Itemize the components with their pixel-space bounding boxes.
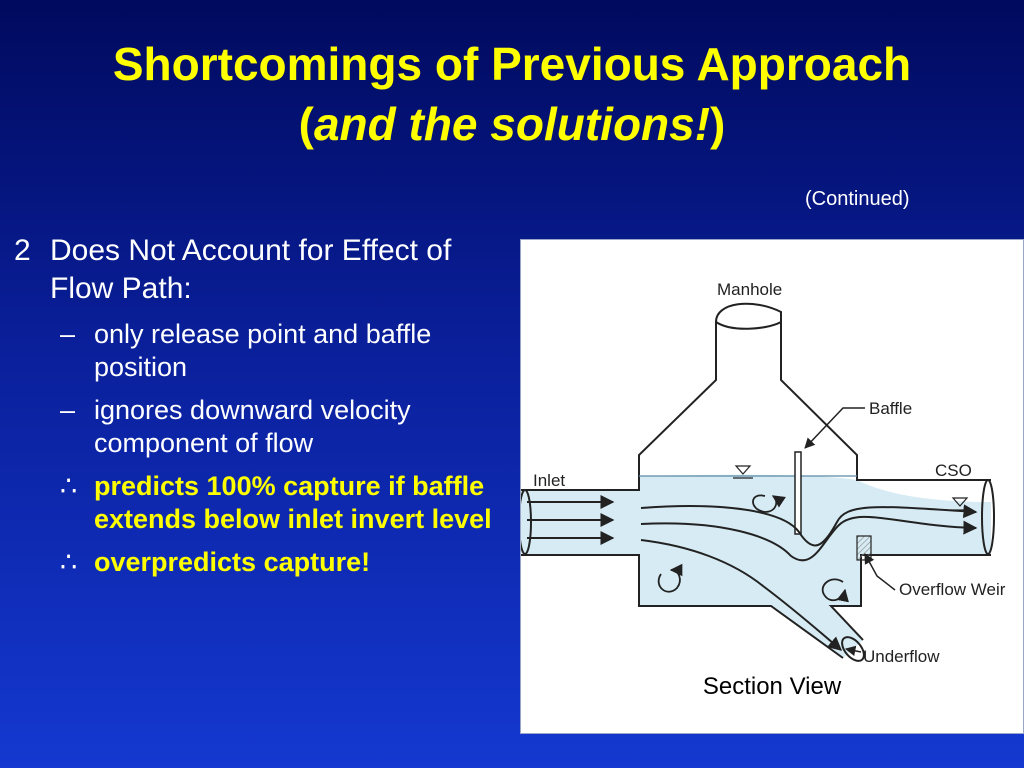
title-open-paren: ( (298, 98, 314, 150)
dash-marker: – (60, 395, 76, 425)
title-line-2: and the solutions! (313, 98, 711, 150)
underflow-label: Underflow (863, 647, 940, 666)
bullet-main (14, 232, 514, 308)
figure-caption: Section View (702, 673, 842, 700)
bullet-main-text: Does Not Account for Effect of Flow Path: (50, 234, 452, 305)
conclusion-overpredicts (14, 546, 514, 579)
sub-bullet-downward-velocity (14, 394, 514, 460)
sub-bullet-text: only release point and baffle position (94, 319, 432, 382)
bullet-number: 2 (14, 234, 31, 267)
slide-title (0, 34, 1024, 154)
baffle-plate (795, 452, 801, 534)
dash-marker: – (60, 319, 76, 349)
title-close-paren: ) (710, 98, 726, 150)
section-view-figure (520, 239, 1024, 734)
therefore-marker: ∴ (60, 547, 78, 577)
title-line-1: Shortcomings of Previous Approach (112, 38, 912, 90)
continued-note: (Continued) (805, 188, 910, 210)
overflow-weir (857, 536, 871, 560)
cso-label: CSO (935, 461, 972, 480)
therefore-marker: ∴ (60, 471, 78, 501)
conclusion-predicts-capture (14, 470, 514, 536)
conclusion-text: overpredicts capture! (94, 547, 371, 577)
bullet-list (14, 232, 514, 579)
baffle-label: Baffle (869, 399, 913, 418)
inlet-label: Inlet (533, 471, 566, 490)
sub-bullet-release-point (14, 318, 514, 384)
conclusion-text: predicts 100% capture if baffle extends below inlet invert level (94, 471, 492, 534)
manhole-label: Manhole (717, 280, 783, 299)
overflow-weir-label: Overflow Weir (899, 580, 1006, 599)
sub-bullet-text: ignores downward velocity component of flow (94, 395, 411, 458)
chamber-diagram (521, 240, 1024, 734)
